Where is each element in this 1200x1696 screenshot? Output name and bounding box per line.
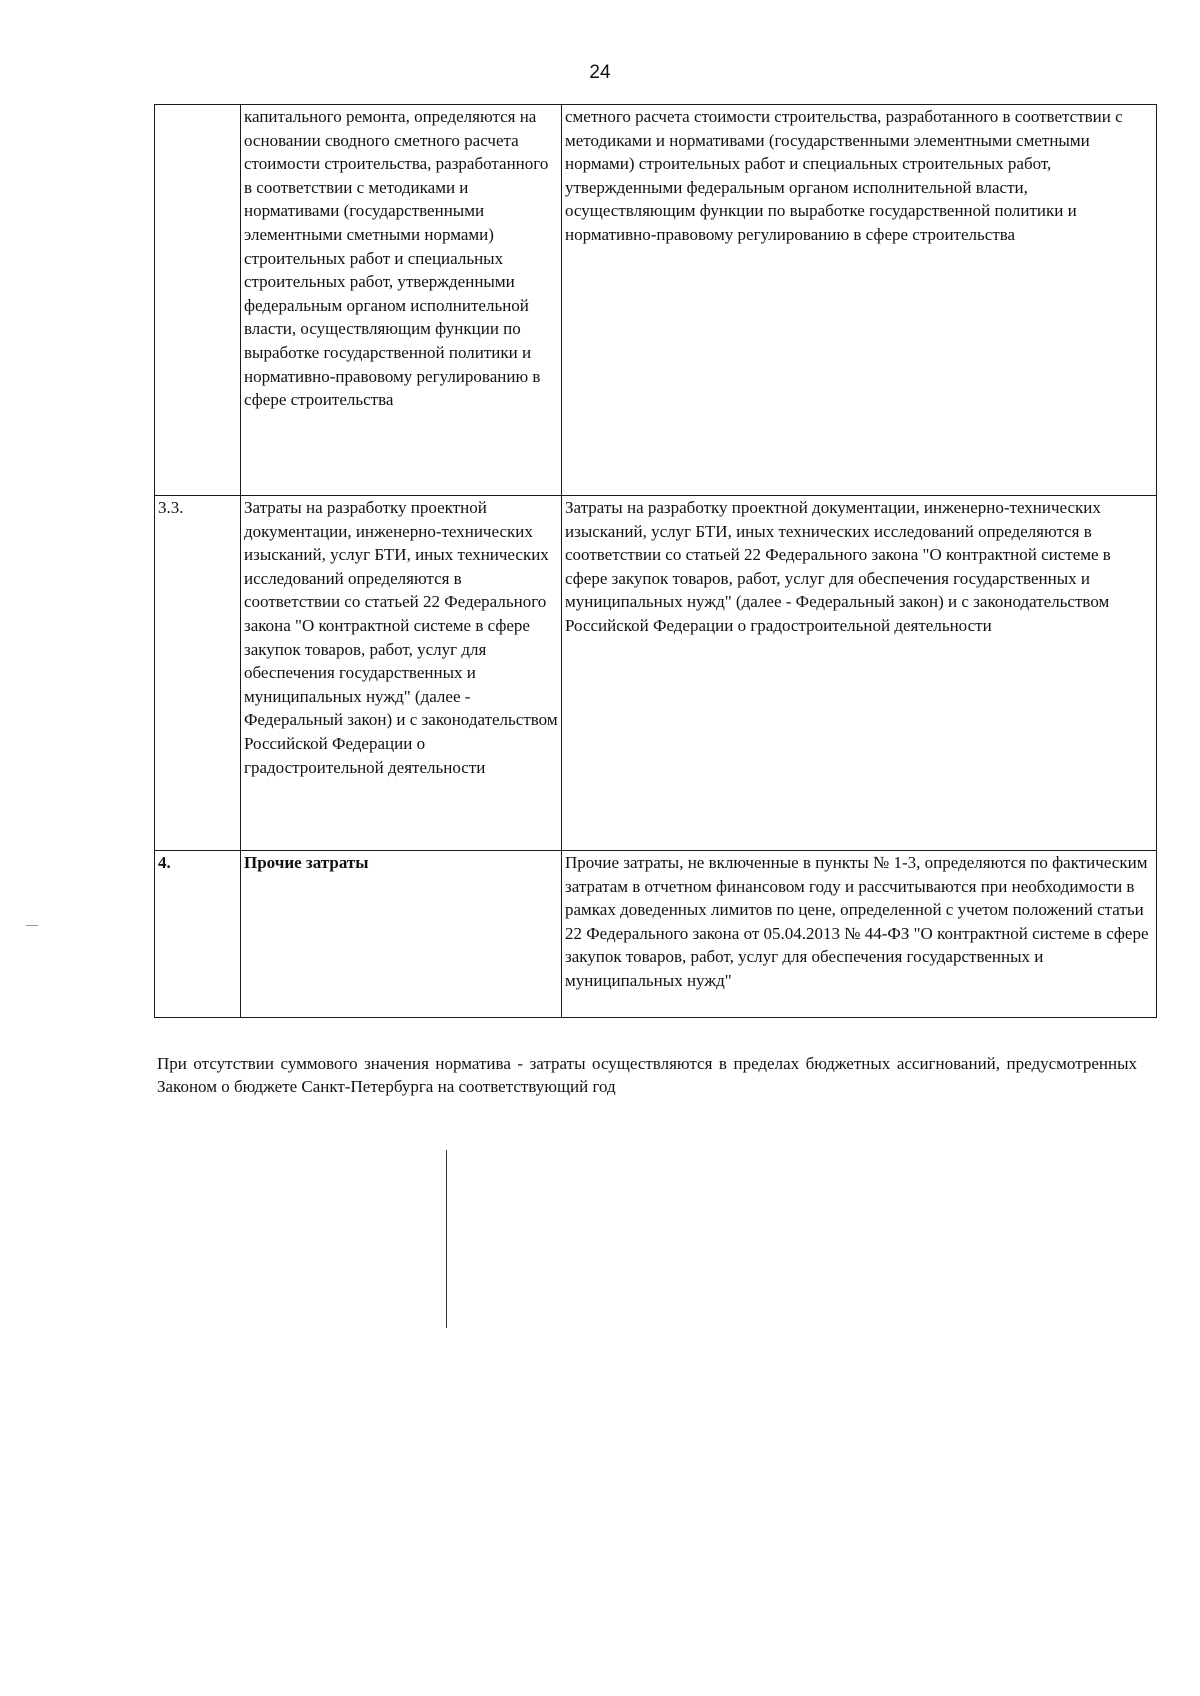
- cost-description-cell: сметного расчета стоимости строительства, разработанного в соответствии с методиками и нормативами (государственными элементными сметными нормами) строительных работ и специальных строительных работ, утвержденными федеральным органом исполнительной власти, осуществляющим функции по выработке государственной политики и нормативно-правовому регулированию в сфере строительства: [562, 105, 1157, 496]
- table-row: [155, 496, 1157, 851]
- cost-name-cell: капитального ремонта, определяются на основании сводного сметного расчета стоимости строительства, разработанного в соответствии с методиками и нормативами (государственными элементными сметными нормами) строительных работ и специальных строительных работ, утвержденными федеральным органом исполнительной власти, осуществляющим функции по выработке государственной политики и нормативно-правовому регулированию в сфере строительства: [241, 105, 562, 496]
- cost-norms-table: [154, 104, 1157, 1018]
- cost-description-cell: Прочие затраты, не включенные в пункты № 1-3, определяются по фактическим затратам в отчетном финансовом году и рассчитываются при необходимости в рамках доведенных лимитов по цене, определенной с учетом положений статьи 22 Федерального закона от 05.04.2013 № 44-ФЗ "О контрактной системе в сфере закупок товаров, работ, услуг для обеспечения государственных и муниципальных нужд": [562, 851, 1157, 1018]
- cost-name-cell: Затраты на разработку проектной документации, инженерно-технических изысканий, услуг БТИ, иных технических исследований определяются в соответствии со статьей 22 Федерального закона "О контрактной системе в сфере закупок товаров, работ, услуг для обеспечения государственных и муниципальных нужд" (далее - Федеральный закон) и с законодательством Российской Федерации о градостроительной деятельности: [241, 496, 562, 851]
- cost-name-cell: Прочие затраты: [241, 851, 562, 1018]
- row-number-cell: 4.: [155, 851, 241, 1018]
- page-number: 24: [589, 62, 611, 83]
- footer-note: При отсутствии суммового значения норматива - затраты осуществляются в пределах бюджетных ассигнований, предусмотренных Законом о бюджете Санкт-Петербурга на соответствующий год: [157, 1054, 1137, 1096]
- row-number-cell: 3.3.: [155, 496, 241, 851]
- scan-vertical-line: [446, 1150, 447, 1328]
- cost-description-cell: Затраты на разработку проектной документации, инженерно-технических изысканий, услуг БТИ, иных технических исследований определяются в соответствии со статьей 22 Федерального закона "О контрактной системе в сфере закупок товаров, работ, услуг для обеспечения государственных и муниципальных нужд" (далее - Федеральный закон) и с законодательством Российской Федерации о градостроительной деятельности: [562, 496, 1157, 851]
- table-row: [155, 851, 1157, 1018]
- row-number-cell: [155, 105, 241, 496]
- table-row: [155, 105, 1157, 496]
- scan-artifact-mark: [26, 925, 38, 926]
